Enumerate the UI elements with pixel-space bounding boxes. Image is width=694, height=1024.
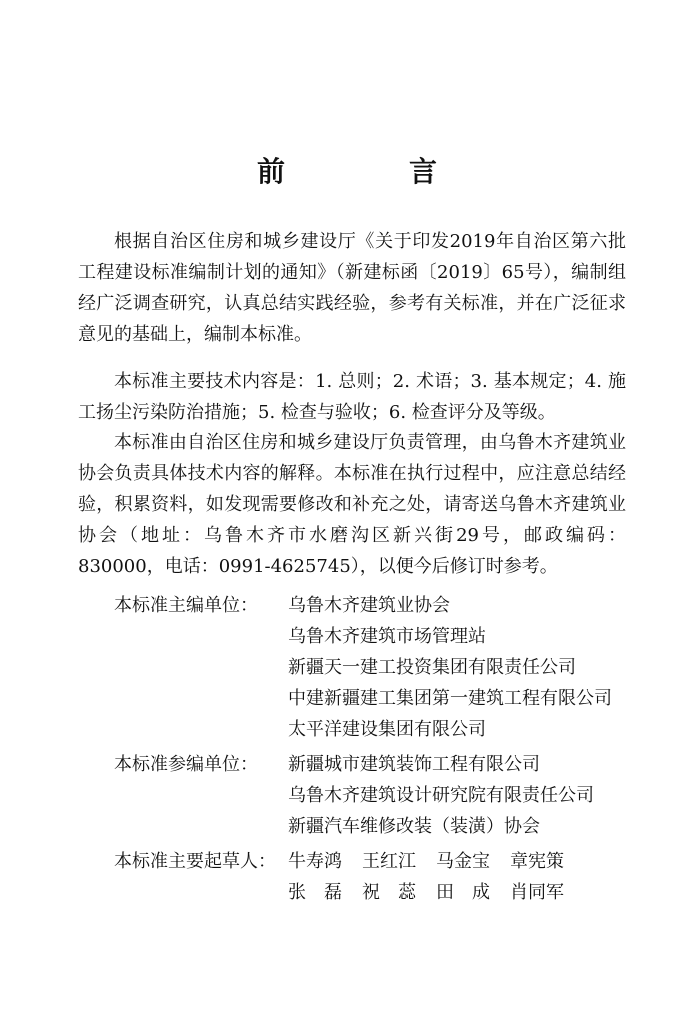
drafter-name: 马金宝 [436, 851, 490, 872]
drafter-name: 牛寿鸿 [288, 851, 342, 872]
main-unit-name: 中建新疆建工集团第一建筑工程有限公司 [288, 688, 612, 709]
preface-paragraph-1: 根据自治区住房和城乡建设厅《关于印发2019年自治区第六批工程建设标准编制计划的通知》（新建标函〔2019〕65号），编制组经广泛调查研究，认真总结实践经验，参考有关标准，并在广泛征求意见的基础上，编制本标准。 [78, 231, 626, 345]
drafters-line [288, 846, 564, 877]
drafters-label: 本标准主要起草人： [114, 851, 276, 872]
preface-paragraph-3: 本标准由自治区住房和城乡建设厅负责管理，由乌鲁木齐建筑业协会负责具体技术内容的解释。本标准在执行过程中，应注意总结经验，积累资料，如发现需要修改和补充之处，请寄送乌鲁木齐建筑业协会（地址：乌鲁木齐市水磨沟区新兴街29号，邮政编码：830000，电话：0991-4625745），以便今后修订时参考。 [78, 432, 626, 577]
main-units-block [78, 590, 638, 745]
drafters-block [78, 846, 638, 908]
main-units-list [288, 590, 612, 745]
drafters-list [288, 846, 564, 908]
drafter-name: 肖同军 [510, 882, 564, 903]
participating-units-label: 本标准参编单位： [114, 754, 258, 775]
page-title: 前 言 [256, 155, 485, 188]
main-units-label: 本标准主编单位： [114, 595, 258, 616]
participating-unit-name: 乌鲁木齐建筑设计研究院有限责任公司 [288, 785, 594, 806]
main-unit-name: 乌鲁木齐建筑市场管理站 [288, 626, 486, 647]
main-unit-name: 新疆天一建工投资集团有限责任公司 [288, 657, 576, 678]
drafters-line [288, 877, 564, 908]
participating-unit-name: 新疆城市建筑装饰工程有限公司 [288, 754, 540, 775]
drafter-name: 祝 蕊 [362, 882, 416, 903]
preface-paragraph-2: 本标准主要技术内容是：1. 总则；2. 术语；3. 基本规定；4. 施工扬尘污染防治措施；5. 检查与验收；6. 检查评分及等级。 [78, 371, 626, 423]
drafter-name: 王红江 [362, 851, 416, 872]
main-unit-name: 乌鲁木齐建筑业协会 [288, 595, 450, 616]
drafter-name: 田 成 [436, 882, 490, 903]
participating-unit-name: 新疆汽车维修改装（装潢）协会 [288, 816, 540, 837]
participating-units-list [288, 749, 594, 842]
drafter-name: 章宪策 [510, 851, 564, 872]
participating-units-block [78, 749, 638, 842]
main-unit-name: 太平洋建设集团有限公司 [288, 719, 486, 740]
drafter-name: 张 磊 [288, 882, 342, 903]
